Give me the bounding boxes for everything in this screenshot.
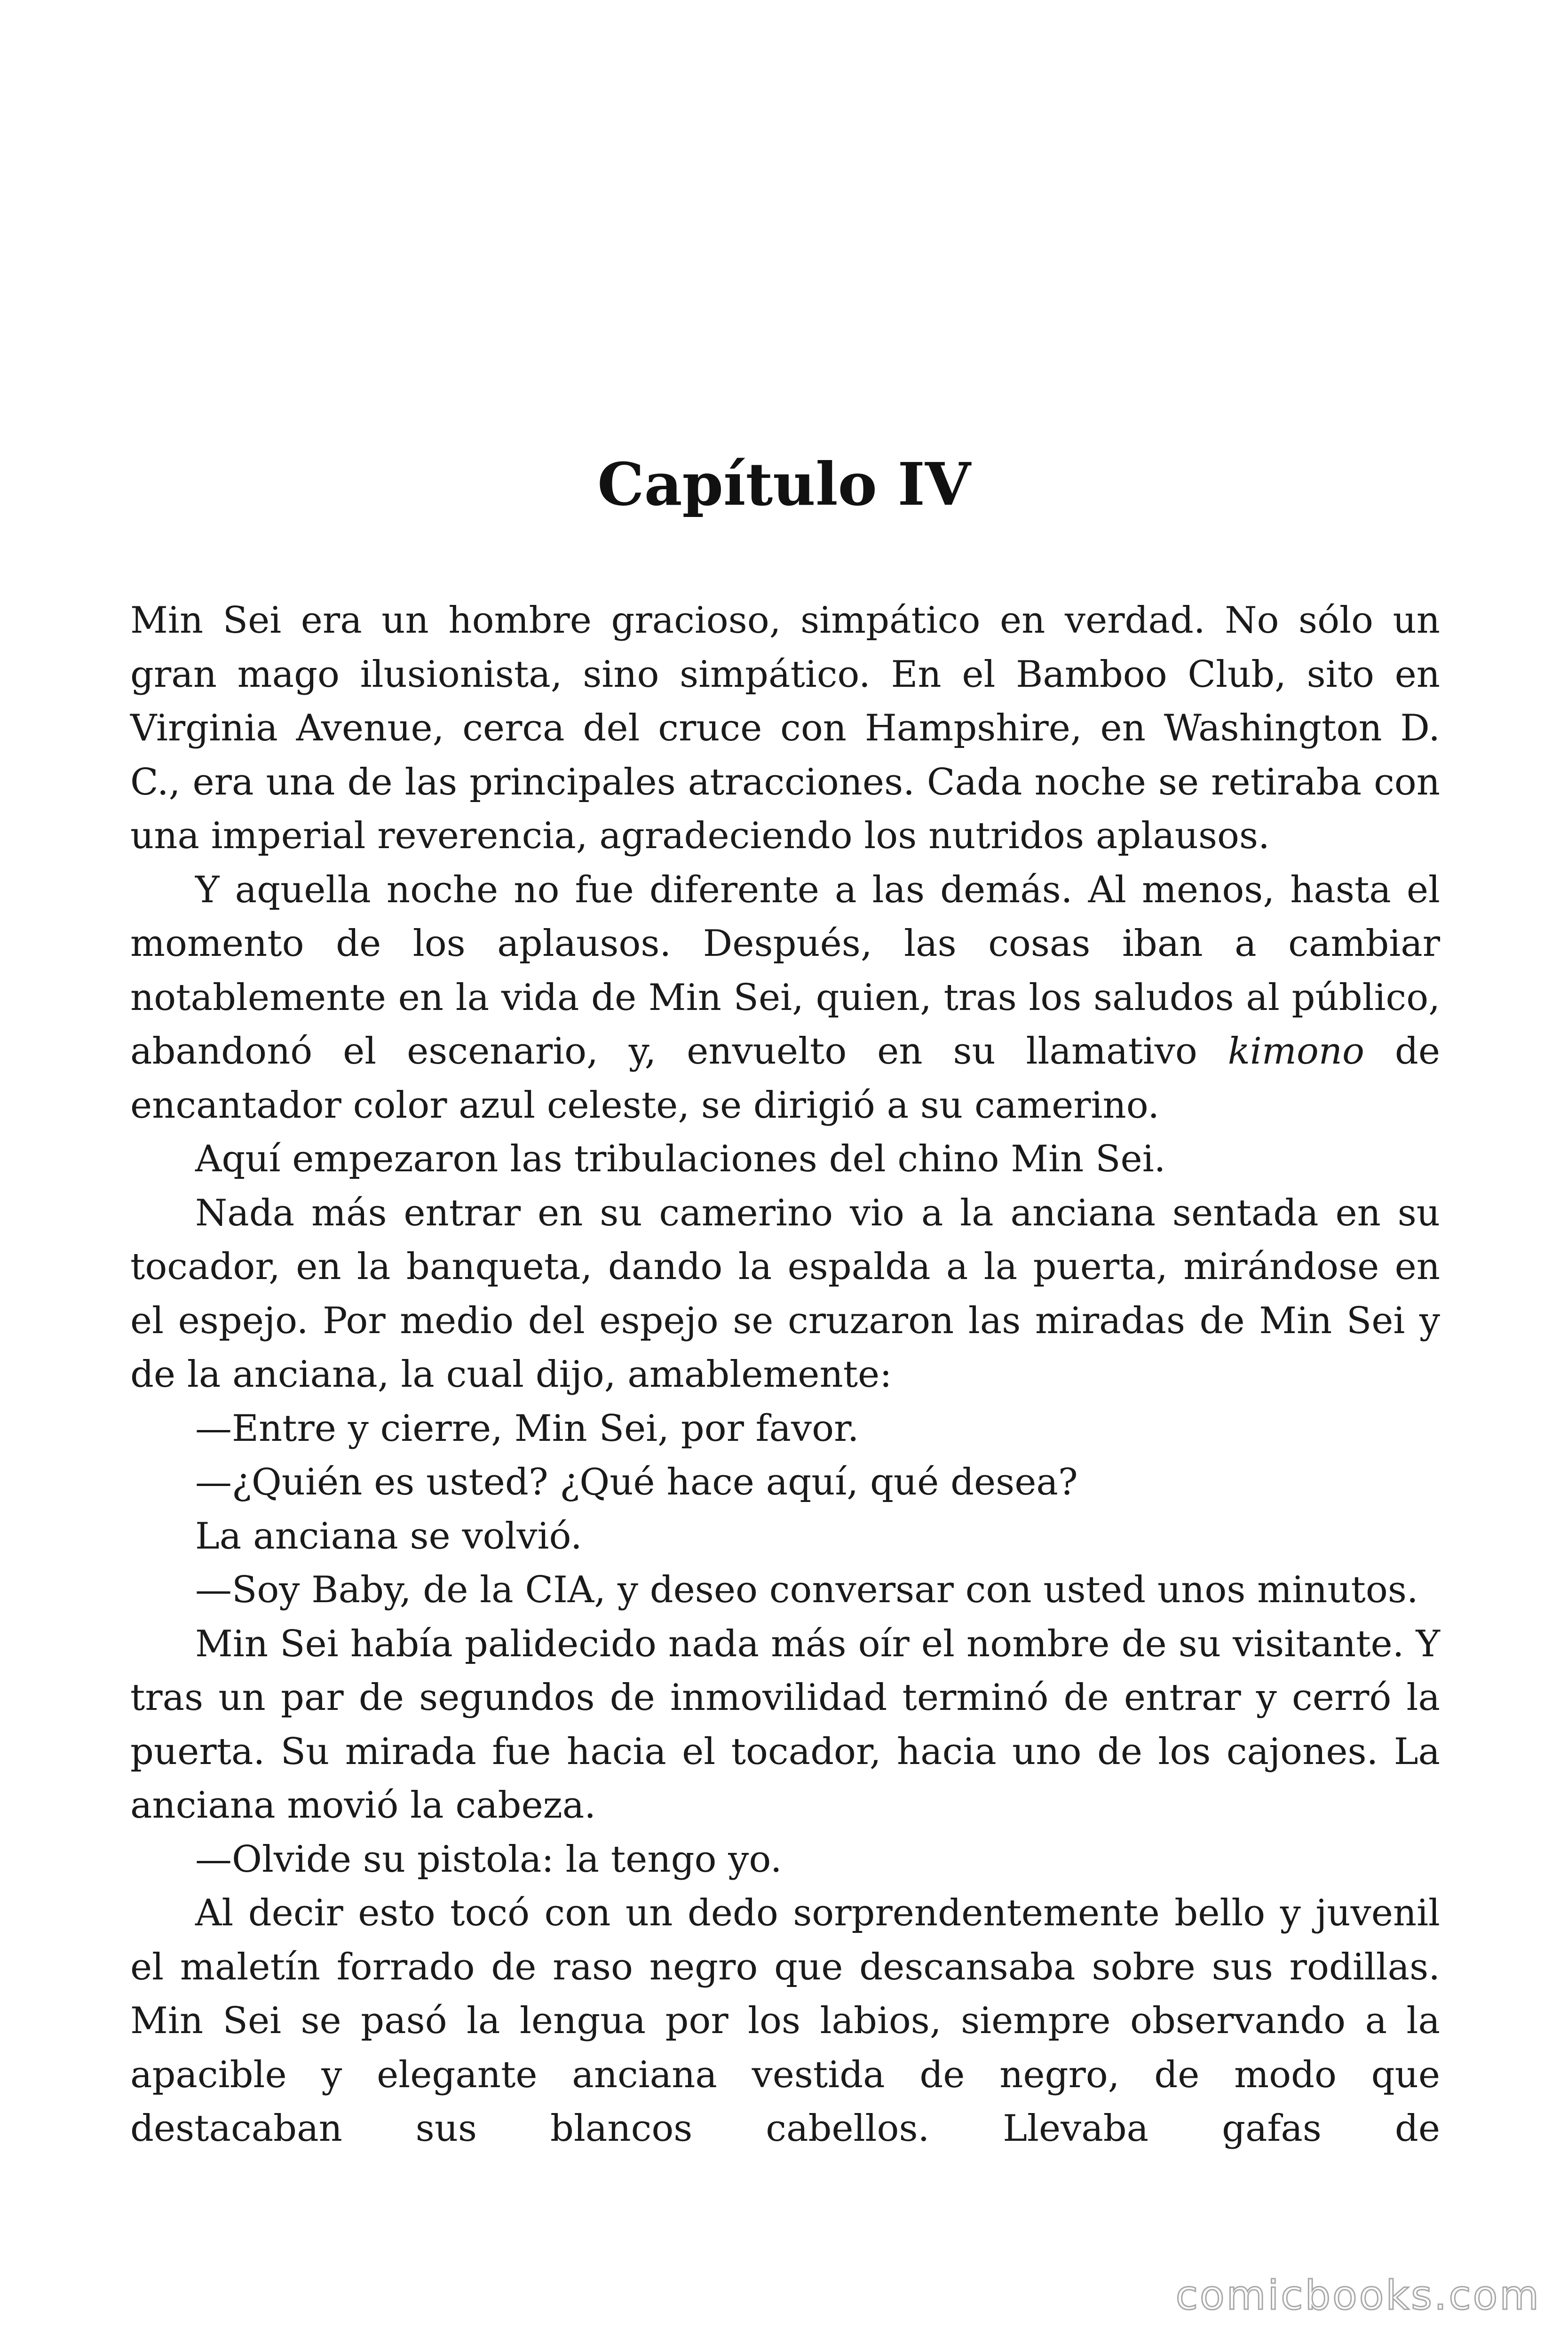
paragraph-8: —Soy Baby, de la CIA, y deseo conversar con usted unos minutos.	[195, 1569, 1418, 1611]
paragraph-2	[130, 863, 1440, 1133]
paragraph-2-text-before: Y aquella noche no fue diferente a las demás. Al menos, hasta el momento de los aplausos. Después, las cosas iban a cambiar notablemente en la vida de Min Sei, quien, tras los saludos al público, abandonó el escenario, y, envuelto en su llamativo	[130, 868, 1440, 1073]
paragraph-1: Min Sei era un hombre gracioso, simpático en verdad. No sólo un gran mago ilusionista, sino simpático. En el Bamboo Club, sito en Virginia Avenue, cerca del cruce con Hampshire, en Washington D. C., era una de las principales atracciones. Cada noche se retiraba con una imperial reverencia, agradeciendo los nutridos aplausos.	[130, 599, 1440, 857]
paragraph-9: Min Sei había palidecido nada más oír el nombre de su visitante. Y tras un par de segundos de inmovilidad terminó de entrar y cerró la puerta. Su mirada fue hacia el tocador, hacia uno de los cajones. La anciana movió la cabeza.	[130, 1622, 1440, 1827]
paragraph-10: —Olvide su pistola: la tengo yo.	[195, 1838, 782, 1881]
paragraph-7: La anciana se volvió.	[195, 1515, 582, 1557]
paragraph-3: Aquí empezaron las tribulaciones del chino Min Sei.	[195, 1138, 1166, 1180]
chapter-title: Capítulo IV	[597, 450, 971, 519]
paragraph-2-italic-word: kimono	[1227, 1030, 1365, 1073]
paragraph-6: —¿Quién es usted? ¿Qué hace aquí, qué desea?	[195, 1461, 1078, 1503]
paragraph-2-text-after: de encantador color azul celeste, se dirigió a su camerino.	[130, 1030, 1440, 1127]
chapter-body	[130, 594, 1440, 2156]
paragraph-11: Al decir esto tocó con un dedo sorprendentemente bello y juvenil el maletín forrado de raso negro que descansaba sobre sus rodillas. Min Sei se pasó la lengua por los labios, siempre observando a la apacible y elegante anciana vestida de negro, de modo que destacaban sus blancos cabellos. Llevaba gafas de	[130, 1892, 1440, 2150]
paragraph-4: Nada más entrar en su camerino vio a la anciana sentada en su tocador, en la banqueta, dando la espalda a la puerta, mirándose en el espejo. Por medio del espejo se cruzaron las miradas de Min Sei y de la anciana, la cual dijo, amablemente:	[130, 1192, 1440, 1396]
watermark-logo: comicbooks.com	[1175, 2272, 1541, 2319]
paragraph-5: —Entre y cierre, Min Sei, por favor.	[195, 1407, 859, 1450]
